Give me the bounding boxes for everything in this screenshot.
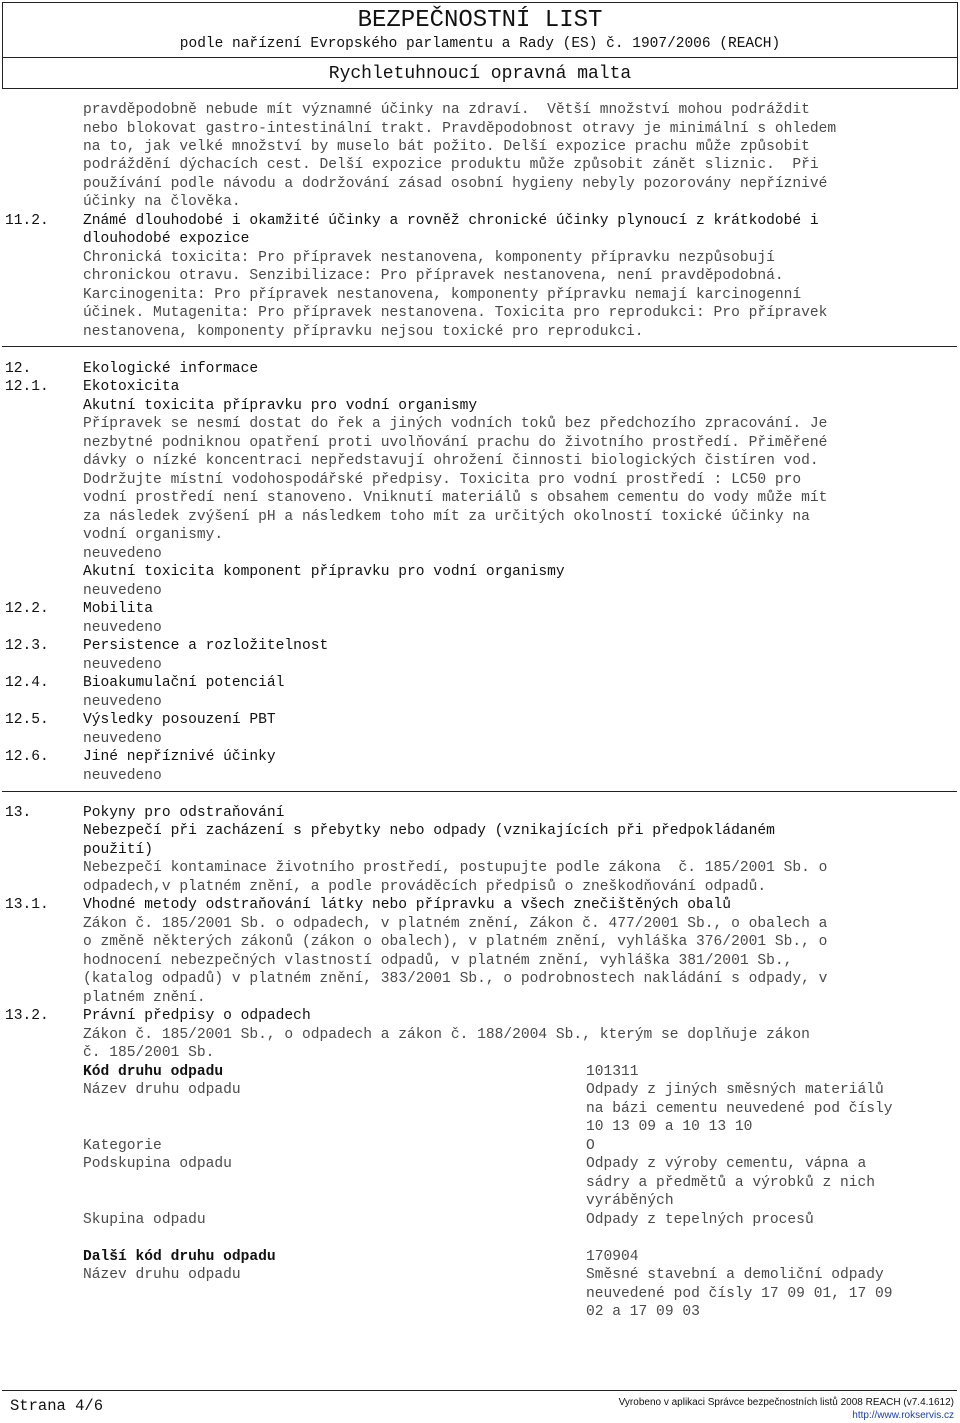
section-number: 11.2. <box>5 213 49 229</box>
document-header <box>2 2 958 89</box>
not-stated-value: neuvedeno <box>83 620 162 636</box>
not-stated-value: neuvedeno <box>83 546 162 562</box>
generator-text: Vyrobeno v aplikaci Správce bezpečnostních listů 2008 REACH (v7.4.1612) <box>618 1397 954 1408</box>
page-number: Strana 4/6 <box>10 1397 104 1415</box>
waste-name-value: 10 13 09 a 10 13 10 <box>586 1119 753 1135</box>
waste-category-label: Kategorie <box>83 1138 162 1154</box>
text-line: pravděpodobně nebude mít významné účinky na zdraví. Větší množství mohou podráždit <box>83 102 810 118</box>
not-stated-value: neuvedeno <box>83 694 162 710</box>
not-stated-value: neuvedeno <box>83 583 162 599</box>
section-number: 12.3. <box>5 638 49 654</box>
text-line: vodní organismy. <box>83 527 224 543</box>
text-line: účinek. Mutagenita: Pro přípravek nestanovena. Toxicita pro reprodukci: Pro přípravek <box>83 305 828 321</box>
document-title: BEZPEČNOSTNÍ LIST <box>357 7 603 34</box>
subsection-subtitle: Akutní toxicita přípravku pro vodní organismy <box>83 398 478 414</box>
waste-name-value: Odpady z jiných směsných materiálů <box>586 1082 884 1098</box>
text-line: používání podle návodu a dodržování zásad osobní hygieny nebyly pozorovány nepříznivé <box>83 176 828 192</box>
subsection-title: Mobilita <box>83 601 154 617</box>
subsection-title: Persistence a rozložitelnost <box>83 638 329 654</box>
text-line: dávky o nízké koncentraci nepředstavují ohrožení činnosti biologických čistíren vod. <box>83 453 819 469</box>
section-divider <box>2 346 957 347</box>
generator-link[interactable]: http://www.rokservis.cz <box>852 1410 954 1421</box>
section-divider <box>2 791 957 792</box>
section-heading: dlouhodobé expozice <box>83 231 250 247</box>
section-number: 12.1. <box>5 379 49 395</box>
waste-subgroup-value: vyráběných <box>586 1193 674 1209</box>
section-title: Ekologické informace <box>83 361 259 377</box>
footer-divider <box>2 1390 957 1391</box>
text-line: účinky na člověka. <box>83 194 241 210</box>
not-stated-value: neuvedeno <box>83 657 162 673</box>
section-number: 12.6. <box>5 749 49 765</box>
subsection-title: Bioakumulační potenciál <box>83 675 285 691</box>
waste-code2-label: Další kód druhu odpadu <box>83 1249 276 1265</box>
waste-code-label: Kód druhu odpadu <box>83 1064 224 1080</box>
waste-category-value: O <box>586 1138 595 1154</box>
text-line: nebo blokovat gastro-intestinální trakt. Pravděpodobnost otravy je minimální s ohledem <box>83 121 837 137</box>
subsection-subtitle: použití) <box>83 842 154 858</box>
section-number: 13. <box>5 805 32 821</box>
text-line: podráždění dýchacích cest. Delší expozice produktu může způsobit zánět sliznic. Při <box>83 157 819 173</box>
subsection-title: Výsledky posouzení PBT <box>83 712 276 728</box>
generator-note <box>619 1396 954 1422</box>
section-title: Pokyny pro odstraňování <box>83 805 285 821</box>
text-line: Dodržujte místní vodohospodářské předpisy. Toxicita pro vodní prostředí : LC50 pro <box>83 472 802 488</box>
section-number: 12.2. <box>5 601 49 617</box>
text-line: Karcinogenita: Pro přípravek nestanovena, komponenty přípravku nemají karcinogenní <box>83 287 802 303</box>
subsection-title: Ekotoxicita <box>83 379 180 395</box>
text-line: Zákon č. 185/2001 Sb. o odpadech, v platném znění, Zákon č. 477/2001 Sb., o obalech a <box>83 916 828 932</box>
waste-group-value: Odpady z tepelných procesů <box>586 1212 814 1228</box>
waste-code2-value: 170904 <box>586 1249 639 1265</box>
header-title-block <box>3 3 957 58</box>
subsection-title: Jiné nepříznivé účinky <box>83 749 276 765</box>
subsection-title: Vhodné metody odstraňování látky nebo přípravku a všech znečištěných obalů <box>83 897 732 913</box>
text-line: na to, jak velké množství by muselo bát požito. Delší expozice prachu může způsobit <box>83 139 810 155</box>
text-line: nestanovena, komponenty přípravku nejsou toxické pro reprodukci. <box>83 324 644 340</box>
section-number: 13.1. <box>5 897 49 913</box>
text-line: hodnocení nebezpečných vlastností odpadů, v platném znění, vyhláška 381/2001 Sb., <box>83 953 793 969</box>
text-line: chronickou otravu. Senzibilizace: Pro přípravek nestanovena, není pravděpodobná. <box>83 268 784 284</box>
section-number: 12.4. <box>5 675 49 691</box>
subsection-subtitle: Nebezpečí při zacházení s přebytky nebo odpady (vznikajících při předpokládaném <box>83 823 775 839</box>
subsection-title: Právní předpisy o odpadech <box>83 1008 311 1024</box>
text-line: za následek zvýšení pH a následkem toho mít za určitých okolností toxické účinky na <box>83 509 810 525</box>
not-stated-value: neuvedeno <box>83 731 162 747</box>
waste-name2-value: 02 a 17 09 03 <box>586 1304 700 1320</box>
text-line: odpadech,v platném znění, a podle prováděcích předpisů o zneškodňování odpadů. <box>83 879 767 895</box>
waste-name2-value: Směsné stavební a demoliční odpady <box>586 1267 884 1283</box>
waste-group-label: Skupina odpadu <box>83 1212 206 1228</box>
waste-subgroup-label: Podskupina odpadu <box>83 1156 232 1172</box>
text-line: Chronická toxicita: Pro přípravek nestanovena, komponenty přípravku nezpůsobují <box>83 250 775 266</box>
text-line: Přípravek se nesmí dostat do řek a jiných vodních toků bez předchozího zpracování. Je <box>83 416 828 432</box>
document-subtitle: podle nařízení Evropského parlamentu a Rady (ES) č. 1907/2006 (REACH) <box>179 36 781 52</box>
waste-subgroup-value: sádry a předmětů a výrobků z nich <box>586 1175 876 1191</box>
text-line: Zákon č. 185/2001 Sb., o odpadech a zákon č. 188/2004 Sb., kterým se doplňuje zákon <box>83 1027 810 1043</box>
text-line: č. 185/2001 Sb. <box>83 1045 215 1061</box>
waste-name-label: Název druhu odpadu <box>83 1082 241 1098</box>
section-number: 12.5. <box>5 712 49 728</box>
subsection-subtitle: Akutní toxicita komponent přípravku pro vodní organismy <box>83 564 565 580</box>
waste-name2-label: Název druhu odpadu <box>83 1267 241 1283</box>
text-line: platném znění. <box>83 990 206 1006</box>
waste-name2-value: neuvedené pod čísly 17 09 01, 17 09 <box>586 1286 893 1302</box>
waste-code-value: 101311 <box>586 1064 639 1080</box>
text-line: vodní prostředí není stanoveno. Vniknutí materiálů s obsahem cementu do vody může mít <box>83 490 828 506</box>
not-stated-value: neuvedeno <box>83 768 162 784</box>
waste-subgroup-value: Odpady z výroby cementu, vápna a <box>586 1156 867 1172</box>
text-line: (katalog odpadů) v platném znění, 383/2001 Sb., o podrobnostech nakládání s odpady, v <box>83 971 828 987</box>
waste-name-value: na bázi cementu neuvedené pod čísly <box>586 1101 893 1117</box>
product-name: Rychletuhnoucí opravná malta <box>328 64 632 84</box>
section-number: 13.2. <box>5 1008 49 1024</box>
text-line: nezbytné podniknou opatření proti uvolňování prachu do životního prostředí. Přiměřené <box>83 435 828 451</box>
text-line: o změně některých zákonů (zákon o obalech), v platném znění, vyhláška 376/2001 Sb., o <box>83 934 828 950</box>
section-number: 12. <box>5 361 32 377</box>
text-line: Nebezpečí kontaminace životního prostředí, postupujte podle zákona č. 185/2001 Sb. o <box>83 860 828 876</box>
section-heading: Známé dlouhodobé i okamžité účinky a rovněž chronické účinky plynoucí z krátkodobé i <box>83 213 819 229</box>
